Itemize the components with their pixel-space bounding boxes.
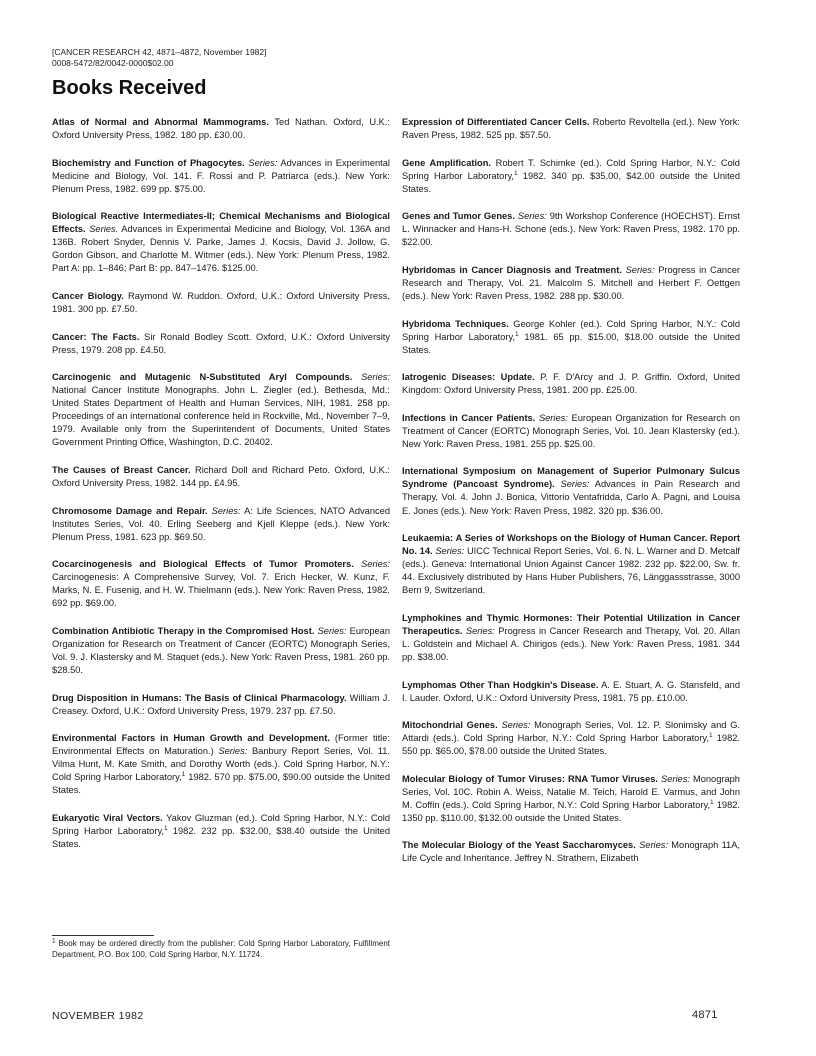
book-entry [52, 210, 390, 275]
series-label: Series. [89, 224, 119, 235]
book-details [354, 559, 361, 569]
series-label: Series: [538, 412, 568, 423]
book-title: Combination Antibiotic Therapy in the Compromised Host. [52, 625, 315, 636]
series-label: Series: [361, 559, 390, 570]
book-entry [52, 157, 390, 196]
book-title: Cancer Biology. [52, 290, 124, 301]
book-title: Iatrogenic Diseases: Update. [402, 372, 535, 383]
book-title: Expression of Differentiated Cancer Cells. [402, 117, 590, 127]
book-title: International Symposium on Management of Superior Pulmonary Sulcus Syndrome (Pancoast Syndrome). [402, 466, 740, 490]
left-column [52, 116, 390, 866]
book-details: 1982. 232 pp. $32.00, $38.40 outside the United States. [52, 825, 390, 849]
book-title: Biochemistry and Function of Phagocytes. [52, 157, 245, 168]
book-details [352, 372, 361, 382]
book-details: Ted Nathan. Oxford, U.K.: Oxford University Press, 1982. 180 pp. £30.00. [52, 117, 390, 141]
book-title: Chromosome Damage and Repair. [52, 505, 208, 516]
book-entry [52, 371, 390, 449]
book-details: Sir Ronald Bodley Scott. Oxford, U.K.: Oxford University Press, 1979. 208 pp. £4.50. [52, 331, 390, 355]
book-title: Hybridomas in Cancer Diagnosis and Treatment. [402, 264, 622, 275]
book-entry [52, 331, 390, 357]
journal-header [52, 47, 267, 69]
book-entry [402, 116, 740, 142]
book-details: Richard Doll and Richard Peto. Oxford, U.K.: Oxford University Press, 1982. 144 pp. £4.95. [52, 464, 390, 488]
page-title: Books Received [52, 77, 207, 99]
series-label: Series: [361, 372, 390, 383]
footer-date: NOVEMBER 1982 [52, 1010, 144, 1022]
book-entry [52, 464, 390, 490]
book-details: Progress in Cancer Research and Therapy, Vol. 21. Malcolm S. Mitchell and Herbert F. Oettgen (eds.). New York: Raven Press, 1982. 288 pp. $30.00. [402, 264, 740, 301]
book-title: Biological Reactive Intermediates-II; Chemical Mechanisms and Biological Effects. [52, 211, 390, 235]
book-details: 1982. 340 pp. $35.00, $42.00 outside the United States. [402, 170, 740, 194]
series-label: Series: [639, 840, 669, 851]
series-label: Series: [517, 211, 547, 222]
book-title: Lymphomas Other Than Hodgkin's Disease. [402, 679, 599, 690]
footnote-ref: 1 [181, 771, 186, 779]
book-entry [52, 505, 390, 544]
book-title: Drug Disposition in Humans: The Basis of Clinical Pharmacology. [52, 692, 347, 703]
book-entry [402, 157, 740, 196]
book-details: Robert T. Schimke (ed.). Cold Spring Harbor, N.Y.: Cold Spring Harbor Laboratory, [402, 157, 740, 181]
book-details: Monograph Series, Vol. 10C. Robin A. Weiss, Natalie M. Teich, Harold E. Varmus, and John M. Coffin (eds.). Cold Spring Harbor, N.Y.: Cold Spring Harbor Laboratory, [402, 773, 740, 810]
book-title: Molecular Biology of Tumor Viruses: RNA Tumor Viruses. [402, 773, 659, 784]
book-details: Banbury Report Series, Vol. 11. Vilma Hunt, M. Kate Smith, and Dorothy Worth (eds.). Cold Spring Harbor, N.Y.: Cold Spring Harbor Laboratory, [52, 746, 390, 783]
book-details: Progress in Cancer Research and Therapy, Vol. 20. Allan L. Goldstein and Michael A. Chirigos (eds.). New York: Raven Press, 1981. 344 pp. $38.00. [402, 625, 740, 662]
footnote [52, 938, 390, 960]
book-details: 1982. 1350 pp. $110.00, $132.00 outside the United States. [402, 799, 740, 823]
book-entry [402, 210, 740, 249]
book-details: UICC Technical Report Series, Vol. 6. N. L. Warner and D. Metcalf (eds.). Geneva: International Union Against Cancer 1982. 232 pp. $22.00, Sw. fr. 44. Exclusively distributed by Hans Huber Publishers, 76, Länggassstrasse, 3000 Bern 9, Switzerland. [402, 546, 740, 596]
series-label: Series: [211, 505, 241, 516]
footnote-ref: 1 [514, 169, 518, 177]
book-details: (Former title: Environmental Effects on Maturation.) [52, 733, 390, 757]
book-title: The Molecular Biology of the Yeast Saccharomyces. [402, 840, 636, 851]
book-title: Cocarcinogenesis and Biological Effects of Tumor Promoters. [52, 559, 354, 570]
book-details: A: Life Sciences, NATO Advanced Institutes Series, Vol. 40. Erling Seeberg and Kjell Kleppe (eds.). New York: Plenum Press, 1981. 623 pp. $69.50. [52, 505, 390, 542]
book-title: Gene Amplification. [402, 157, 491, 168]
book-title: Carcinogenic and Mutagenic N-Substituted Aryl Compounds. [52, 372, 353, 383]
book-title: Leukaemia: A Series of Workshops on the Biology of Human Cancer. Report No. 14. [402, 533, 740, 557]
book-details: Advances in Experimental Medicine and Biology, Vol. 141. F. Rossi and P. Patriarca (eds.). New York: Plenum Press, 1982. 699 pp. $75.00. [52, 157, 390, 194]
book-entry [52, 290, 390, 316]
book-details: 1982. 570 pp. $75.00, $90.00 outside the United States. [52, 772, 390, 796]
book-title: Atlas of Normal and Abnormal Mammograms. [52, 117, 269, 127]
book-details: A. E. Stuart, A. G. Stansfeld, and I. Lauder. Oxford, U.K.: Oxford University Press, 1981. 75 pp. £10.00. [402, 679, 740, 703]
footnote-ref: 1 [515, 330, 519, 338]
book-title: Genes and Tumor Genes. [402, 211, 515, 222]
book-entry [402, 318, 740, 357]
book-entry [402, 719, 740, 758]
book-entry [52, 692, 390, 718]
series-label: Series: [501, 720, 531, 731]
book-details: William J. Creasey. Oxford, U.K.: Oxford University Press, 1979. 237 pp. £7.50. [52, 692, 390, 716]
series-label: Series: [435, 546, 465, 557]
book-details: Raymond W. Ruddon. Oxford, U.K.: Oxford University Press, 1981. 300 pp. £7.50. [52, 290, 390, 315]
book-title: Lymphokines and Thymic Hormones: Their Potential Utilization in Cancer Therapeutics. [402, 612, 740, 636]
book-entry [402, 532, 740, 597]
book-title: Eukaryotic Viral Vectors. [52, 812, 163, 823]
book-details: European Organization for Research on Treatment of Cancer (EORTC) Monograph Series, Vol. 9. J. Klastersky and M. Staquet (eds.). New York: Raven Press, 1981. 260 pp. $28.50. [52, 625, 390, 675]
book-title: Environmental Factors in Human Growth and Development. [52, 733, 330, 744]
book-details: Monograph 11A, Life Cycle and Inheritance. Jeffrey N. Strathern, Elizabeth [402, 840, 741, 864]
series-label: Series: [625, 264, 655, 275]
book-details: European Organization for Research on Treatment of Cancer (EORTC) Monograph Series, Vol. 10. Jean Klastersky (ed.). New York: Raven Press, 1981. 255 pp. $25.00. [402, 412, 740, 449]
book-details: 1981. 65 pp. $15.00, $18.00 outside the United States. [402, 331, 740, 355]
series-label: Series: [248, 157, 278, 168]
book-details: Advances in Experimental Medicine and Biology, Vol. 136A and 136B. Robert Snyder, Dennis V. Parke, James J. Kocsis, David J. Jollow, G. Gordon Gibson, and Charlotte M. Witmer (eds.). New York: Plenum Press, 1982. Part A: pp. 1–846; Part B: pp. 847–1476. $125.00. [52, 224, 390, 274]
book-title: The Causes of Breast Cancer. [52, 464, 191, 475]
book-entry [52, 732, 390, 797]
book-entry [402, 412, 740, 451]
book-entry [402, 839, 740, 865]
footnote-rule [52, 935, 154, 936]
footnote-mark: 1 [52, 937, 56, 945]
book-entry [402, 679, 740, 705]
footnote-text: Book may be ordered directly from the publisher: Cold Spring Harbor Laboratory, Fulfillment Department, P.O. Box 100, Cold Spring Harbor, N.Y. 11724. [52, 939, 390, 959]
book-details: 9th Workshop Conference (HOECHST). Ernst L. Winnacker and Hans-H. Schone (eds.). New York: Raven Press, 1982. 170 pp. $22.00. [402, 211, 741, 248]
book-details: Yakov Gluzman (ed.). Cold Spring Harbor, N.Y.: Cold Spring Harbor Laboratory, [52, 812, 390, 836]
series-label: Series: [218, 746, 248, 757]
series-label: Series: [560, 479, 590, 490]
book-entry [52, 558, 390, 610]
book-title: Cancer: The Facts. [52, 331, 140, 342]
book-details: Monograph Series, Vol. 12. P. Slonimsky and G. Attardi (eds.). Cold Spring Harbor, N.Y.: Cold Spring Harbor Laboratory, [402, 720, 741, 744]
series-label: Series: [661, 773, 690, 784]
book-details: National Cancer Institute Monographs. John L. Ziegler (ed.). Bethesda, Md.: United States Department of Health and Human Services, NIH, 1981. 258 pp. Proceedings of an international conference held in Rockville, Md., November 7–9, 1979. Available only from the Superintendent of Documents, United States Government Printing Office, Washington, D.C. 20402. [52, 385, 390, 448]
footnote-ref: 1 [710, 798, 714, 806]
book-entry [52, 116, 390, 142]
book-entry [52, 812, 390, 851]
book-title: Infections in Cancer Patients. [402, 412, 536, 423]
book-title: Hybridoma Techniques. [402, 318, 509, 329]
page-number: 4871 [692, 1009, 718, 1021]
book-title: Mitochondrial Genes. [402, 720, 498, 731]
footnote-ref: 1 [164, 824, 168, 832]
series-label: Series: [465, 625, 495, 636]
book-entry [402, 264, 740, 303]
book-details: George Kohler (ed.). Cold Spring Harbor, N.Y.: Cold Spring Harbor Laboratory, [402, 318, 741, 342]
book-entry [402, 773, 740, 825]
book-entry [52, 625, 390, 677]
book-details: 1982. 550 pp. $65.00, $78.00 outside the United States. [402, 733, 740, 757]
book-details: Roberto Revoltella (ed.). New York: Raven Press, 1982. 525 pp. $57.50. [402, 117, 740, 141]
series-label: Series: [317, 625, 347, 636]
book-entry [402, 371, 740, 397]
citation-line: [CANCER RESEARCH 42, 4871–4872, November 1982] [52, 47, 267, 57]
right-column [402, 116, 740, 880]
price-code-line: 0008-5472/82/0042-0000$02.00 [52, 58, 174, 68]
footnote-ref: 1 [708, 732, 713, 740]
book-entry [402, 612, 740, 664]
book-details: P. F. D'Arcy and J. P. Griffin. Oxford, United Kingdom: Oxford University Press, 1981. 200 pp. £25.00. [402, 372, 740, 396]
book-details: Carcinogenesis: A Comprehensive Survey, Vol. 7. Erich Hecker, W. Kunz, F. Marks, N. E. Fusenig, and H. W. Thielmann (eds.). New York: Raven Press, 1982. 692 pp. $69.00. [52, 572, 390, 609]
book-entry [402, 465, 740, 517]
book-details: Advances in Pain Research and Therapy, Vol. 4. John J. Bonica, Vittorio Ventafridda, Carlo A. Pagni, and Louisa E. Jones (eds.). New York: Raven Press, 1982. 320 pp. $36.00. [402, 479, 740, 516]
